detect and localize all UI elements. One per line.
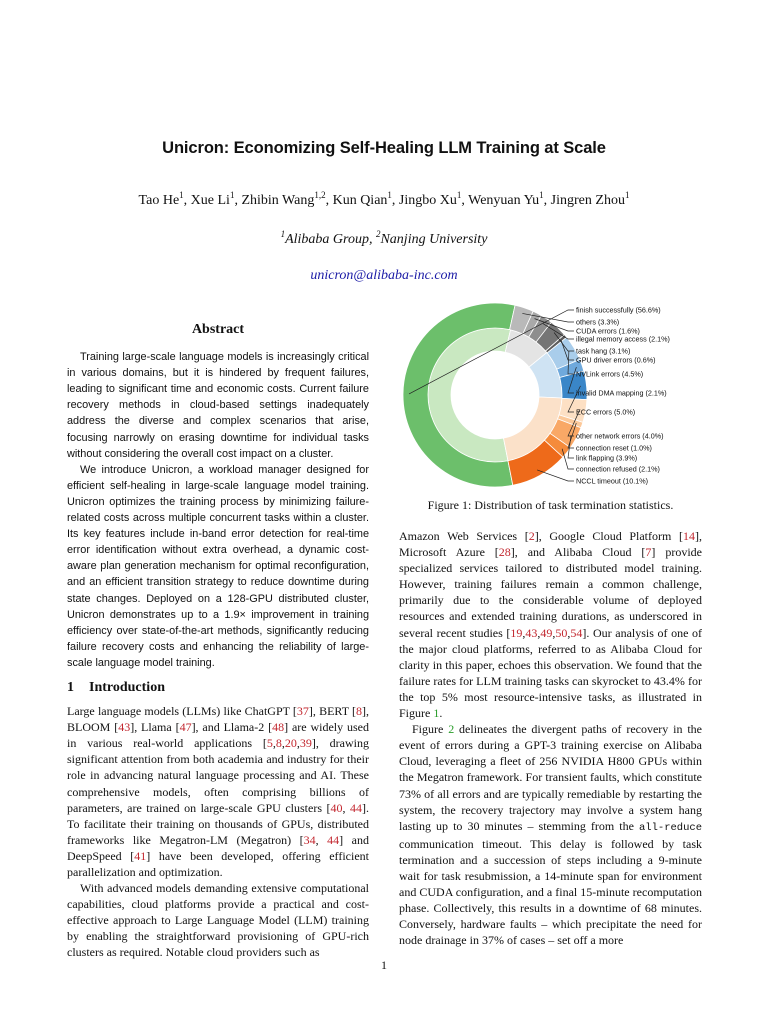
slice-label: connection refused (2.1%) [576,464,660,474]
citation-link[interactable]: 48 [272,720,285,735]
author-name: Zhibin Wang [241,193,315,208]
citation-link[interactable]: 8 [275,736,282,751]
citation-link[interactable]: 40 [330,800,343,815]
citation-link[interactable]: 50 [555,625,568,640]
citation-link[interactable]: 43 [118,720,131,735]
slice-label: illegal memory access (2.1%) [576,334,670,344]
citation-link[interactable]: 2 [528,529,535,543]
slice-label: other network errors (4.0%) [576,431,664,441]
body-paragraph: Large language models (LLMs) like ChatGPT [37], BERT [8], BLOOM [43], Llama [47], and Llama-2 [48] are widely used in various real-world applications [5,8,20,39], drawing significant attention from both academia and industry for their role in advancing natural language processing and AI. These comprehensive models, often comprising billions of parameters, are trained on large-scale GPU clusters [40, 44]. To facilitate their training on thousands of GPUs, distributed frameworks like Megatron-LM (Megatron) [34, 44] and DeepSpeed [41] have been developed, offering efficient parallelization and optimization. [67,704,370,879]
code-text: all-reduce [638,821,702,834]
citation-link[interactable]: 20 [284,736,297,751]
slice-label: ECC errors (5.0%) [576,407,636,417]
slice-label: CUDA errors (1.6%) [576,326,640,336]
slice-label: link flapping (3.9%) [576,453,638,463]
citation-link[interactable]: 47 [179,720,192,735]
slice-label: GPU driver errors (0.6%) [576,355,656,365]
citation-link[interactable]: 44 [327,832,340,847]
figure-link[interactable]: 2 [448,722,455,737]
donut-chart [398,298,703,490]
author-affiliation: 1 [539,190,544,200]
slice-label: finish successfully (56.6%) [576,305,661,315]
slice-label: connection reset (1.0%) [576,443,652,453]
author-affiliation: 1 [624,190,630,200]
author-affiliation: 1 [387,190,392,200]
citation-link[interactable]: 43 [525,625,538,640]
citation-link[interactable]: 34 [303,832,316,847]
citation-link[interactable]: 54 [570,625,583,640]
body-paragraph: Amazon Web Services [2], Google Cloud Platform [14], Microsoft Azure [28], and Alibaba Cloud [7] provide specialized services tailored to distributed model training. However, training failures remain a common challenge, primarily due to the considerable volume of deployed resources and extended training durations, as underscored in several recent studies [19,43,49,50,54]. Our analysis of one of the major cloud platforms, referred to as Alibaba Cloud for clarity in this paper, echoes this observation. We found that the failure rates for LLM training tasks can skyrocket to 43.4% for the top 5% most resource-intensive tasks, as illustrated in Figure 1. [399,529,703,721]
slice-label: task hang (3.1%) [576,346,631,356]
section-number: 1 [67,679,74,695]
author-name: Tao He [138,193,180,208]
section-title: Introduction [89,679,165,695]
author-name: Wenyuan Yu [468,193,540,208]
left-column [67,322,369,961]
citation-link[interactable]: 5 [266,736,273,751]
citation-link[interactable]: 49 [540,625,553,640]
paper-title: Unicron: Economizing Self-Healing LLM Training at Scale [162,139,606,157]
author-affiliation: 1,2 [314,190,326,200]
right-column [399,528,702,948]
citation-link[interactable]: 19 [510,625,523,640]
author-list: Tao He$^1$, Xue Li$^1$, Zhibin Wang$^{1,2}$, Kun Qian$^1$, Jingbo Xu$^1$, Wenyuan Yu$^1$, Jingren Zhou$^1$ [138,190,630,208]
figure-1 [398,298,703,490]
citation-link[interactable]: 7 [645,545,652,560]
citation-link[interactable]: 44 [350,800,362,815]
citation-link[interactable]: 14 [683,529,695,543]
citation-link[interactable]: 39 [299,736,312,751]
citation-link[interactable]: 8 [355,704,362,719]
author-name: Jingbo Xu [398,193,457,208]
citation-link[interactable]: 37 [296,704,309,719]
slice-label: others (3.3%) [576,317,620,327]
author-affiliation: 1 [456,190,462,200]
citation-link[interactable]: 41 [134,848,147,863]
abstract-paragraph: Training large-scale language models is increasingly critical in various domains, but it is hindered by frequent failures, leading to significant time and economic costs. Current failure recovery methods in cloud-based settings inadequately address the diverse and complex scenarios that arise, focusing narrowly on erasing downtime for individual tasks without considering the overall cost impact on a cluster. [67,351,369,460]
author-affiliation: 1 [229,190,235,200]
affiliation-alibaba: Alibaba Group, [285,232,376,247]
leader-line [537,470,574,481]
abstract-paragraph: We introduce Unicron, a workload manager designed for efficient self-healing in large-scale language model training. Unicron optimizes the training process by minimizing failure-related costs across multiple concurrent tasks within a cluster. Its key features include in-band error detection for real-time error identification without extra overhead, a dynamic cost-aware plan generation mechanism for optimal reconfiguration, and an efficient transition strategy to reduce downtime during state changes. Deployed on a 128-GPU distributed cluster, Unicron demonstrates up to a 1.9× improvement in training efficiency over state-of-the-art methods, significantly reducing failure recovery costs and enhancing the reliability of large-scale language model training. [67,463,369,669]
author-affiliation: 1 [179,190,184,200]
slice-label: NCCL timeout (10.1%) [576,476,649,486]
affiliation-number: 2 [375,229,381,239]
abstract-heading: Abstract [191,322,245,337]
abstract-section [67,322,369,671]
citation-link[interactable]: 28 [498,545,511,560]
body-paragraph: Figure 2 delineates the divergent paths of recovery in the event of errors during a GPT-3 training exercise on Alibaba Cloud, leveraging a fleet of 256 NVIDIA H800 GPUs within the Megatron framework. For transient faults, which constitute 73% of all errors and are typically remediable by restarting the system, the recovery trajectory may involve a system hang lasting up to 30 minutes – stemming from the all-reduce communication timeout. This delay is followed by task termination and a succession of steps including a 9-minute wait for task resubmission, a 14-minute span for environment and CUDA configuration, and a final 15-minute recomputation phase. Collectively, this results in a downtime of 68 minutes. Conversely, hardware faults – which precipitate the need for node drainage in 37% of cases – set off a more [399,722,702,948]
figure-caption: Figure 1: Distribution of task termination statistics. [427,498,674,512]
author-name: Kun Qian [332,193,388,208]
author-name: Jingren Zhou [550,193,625,208]
affiliation-nanjing: Nanjing University [380,232,488,247]
page-number: 1 [381,958,387,972]
section-heading-introduction [67,680,369,696]
affiliation-number: 1 [280,229,286,239]
body-paragraph: With advanced models demanding extensive computational capabilities, cloud platforms provide a practical and cost-effective approach to Large Language Model (LLM) training by enabling the straightforward provisioning of GPU-rich clusters as required. Notable cloud providers such as [67,881,369,960]
contact-email[interactable]: unicron@alibaba-inc.com [310,268,458,283]
author-name: Xue Li [190,193,230,208]
affiliations [0,229,768,248]
figure-link[interactable]: 1 [433,706,440,721]
slice-label: NVLink errors (4.5%) [576,369,644,379]
slice-label: invalid DMA mapping (2.1%) [576,388,667,398]
